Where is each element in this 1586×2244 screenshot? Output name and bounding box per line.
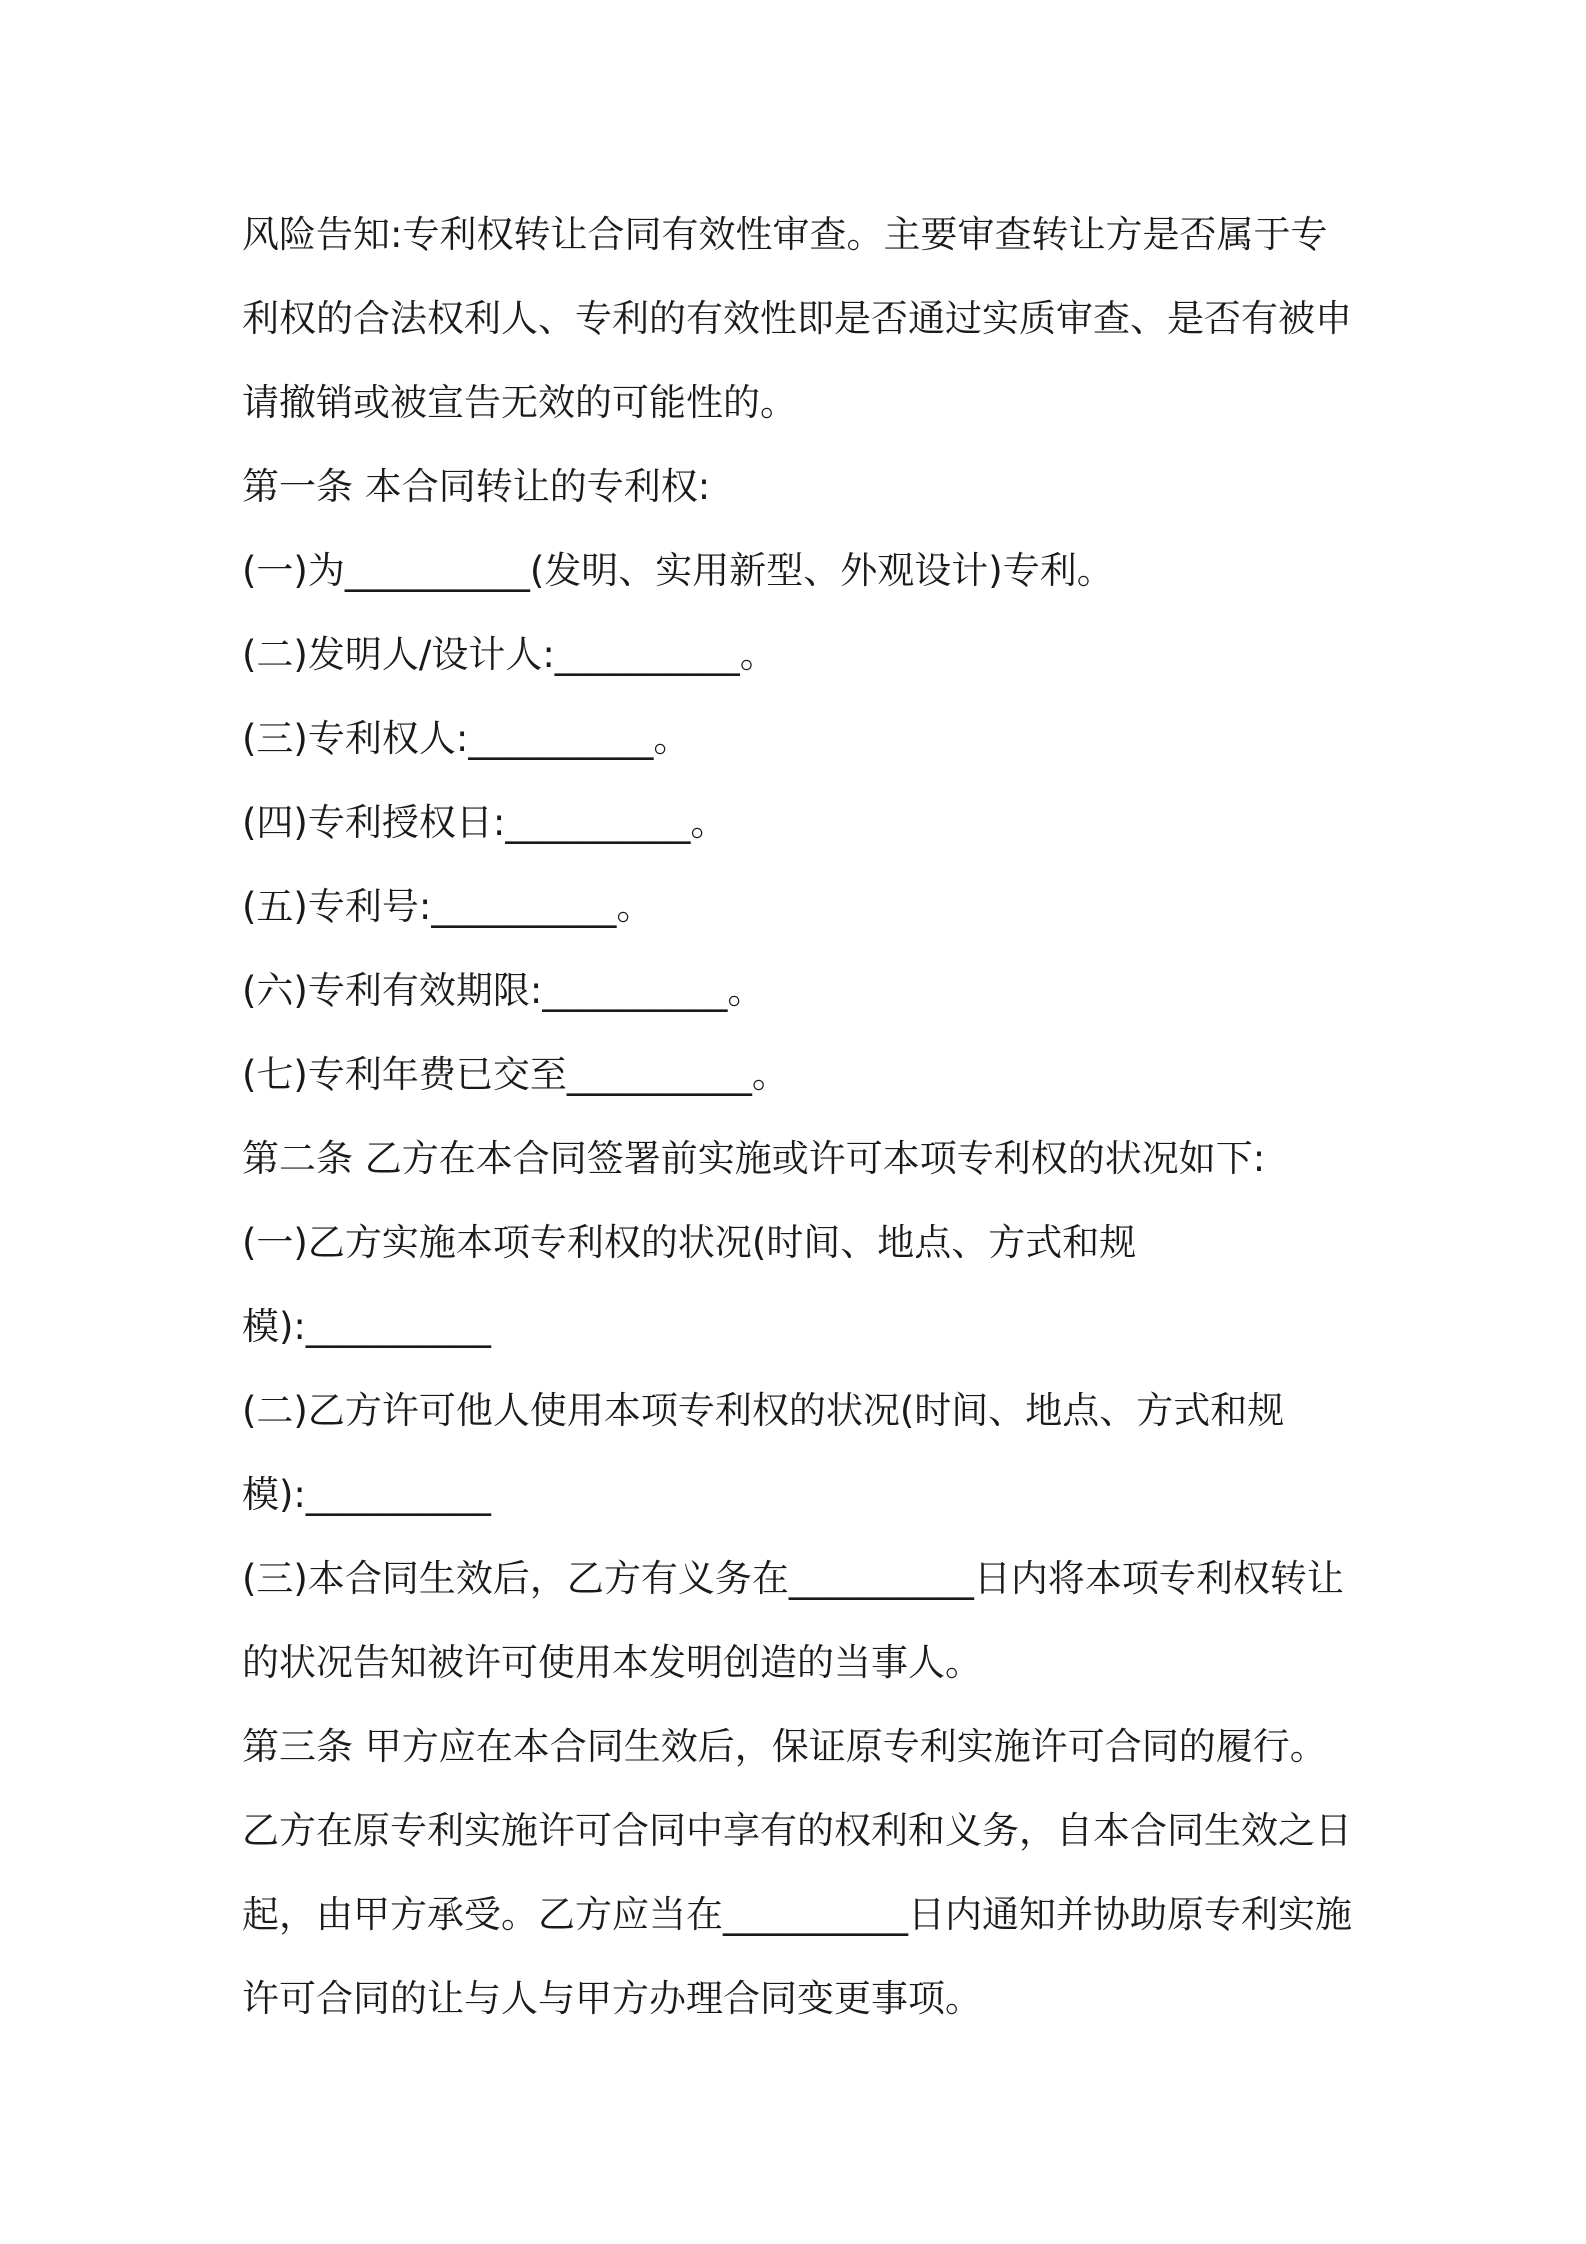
- article-1-item: (五)专利号:__________。: [242, 885, 654, 928]
- article-3-paragraph: 第三条 甲方应在本合同生效后，保证原专利实施许可合同的履行。: [242, 1725, 1327, 1768]
- article-1-item: (三)专利权人:__________。: [242, 717, 691, 760]
- article-2-item: (三)本合同生效后，乙方有义务在__________日内将本项专利权转让: [242, 1557, 1344, 1600]
- article-2-item: (二)乙方许可他人使用本项专利权的状况(时间、地点、方式和规: [242, 1389, 1285, 1432]
- article-1-item: (二)发明人/设计人:__________。: [242, 633, 777, 676]
- article-3-paragraph: 起，由甲方承受。乙方应当在__________日内通知并协助原专利实施: [242, 1893, 1352, 1936]
- risk-notice-line: 利权的合法权利人、专利的有效性即是否通过实质审查、是否有被申: [242, 297, 1352, 340]
- article-3-paragraph: 乙方在原专利实施许可合同中享有的权利和义务，自本合同生效之日: [242, 1809, 1352, 1852]
- article-2-item: 的状况告知被许可使用本发明创造的当事人。: [242, 1641, 982, 1684]
- risk-notice-line: 风险告知:专利权转让合同有效性审查。主要审查转让方是否属于专: [242, 213, 1328, 256]
- article-2-item: 模):__________: [242, 1473, 491, 1516]
- article-1-item: (七)专利年费已交至__________。: [242, 1053, 789, 1096]
- article-1-item: (六)专利有效期限:__________。: [242, 969, 765, 1012]
- article-2-heading: 第二条 乙方在本合同签署前实施或许可本项专利权的状况如下:: [242, 1137, 1266, 1180]
- article-2-item: 模):__________: [242, 1305, 491, 1348]
- article-3-paragraph: 许可合同的让与人与甲方办理合同变更事项。: [242, 1977, 982, 2020]
- article-1-item: (一)为__________(发明、实用新型、外观设计)专利。: [242, 549, 1114, 592]
- article-2-item: (一)乙方实施本项专利权的状况(时间、地点、方式和规: [242, 1221, 1137, 1264]
- document-body: [242, 193, 1362, 2041]
- risk-notice-line: 请撤销或被宣告无效的可能性的。: [242, 381, 797, 424]
- article-1-heading: 第一条 本合同转让的专利权:: [242, 465, 711, 508]
- article-1-item: (四)专利授权日:__________。: [242, 801, 728, 844]
